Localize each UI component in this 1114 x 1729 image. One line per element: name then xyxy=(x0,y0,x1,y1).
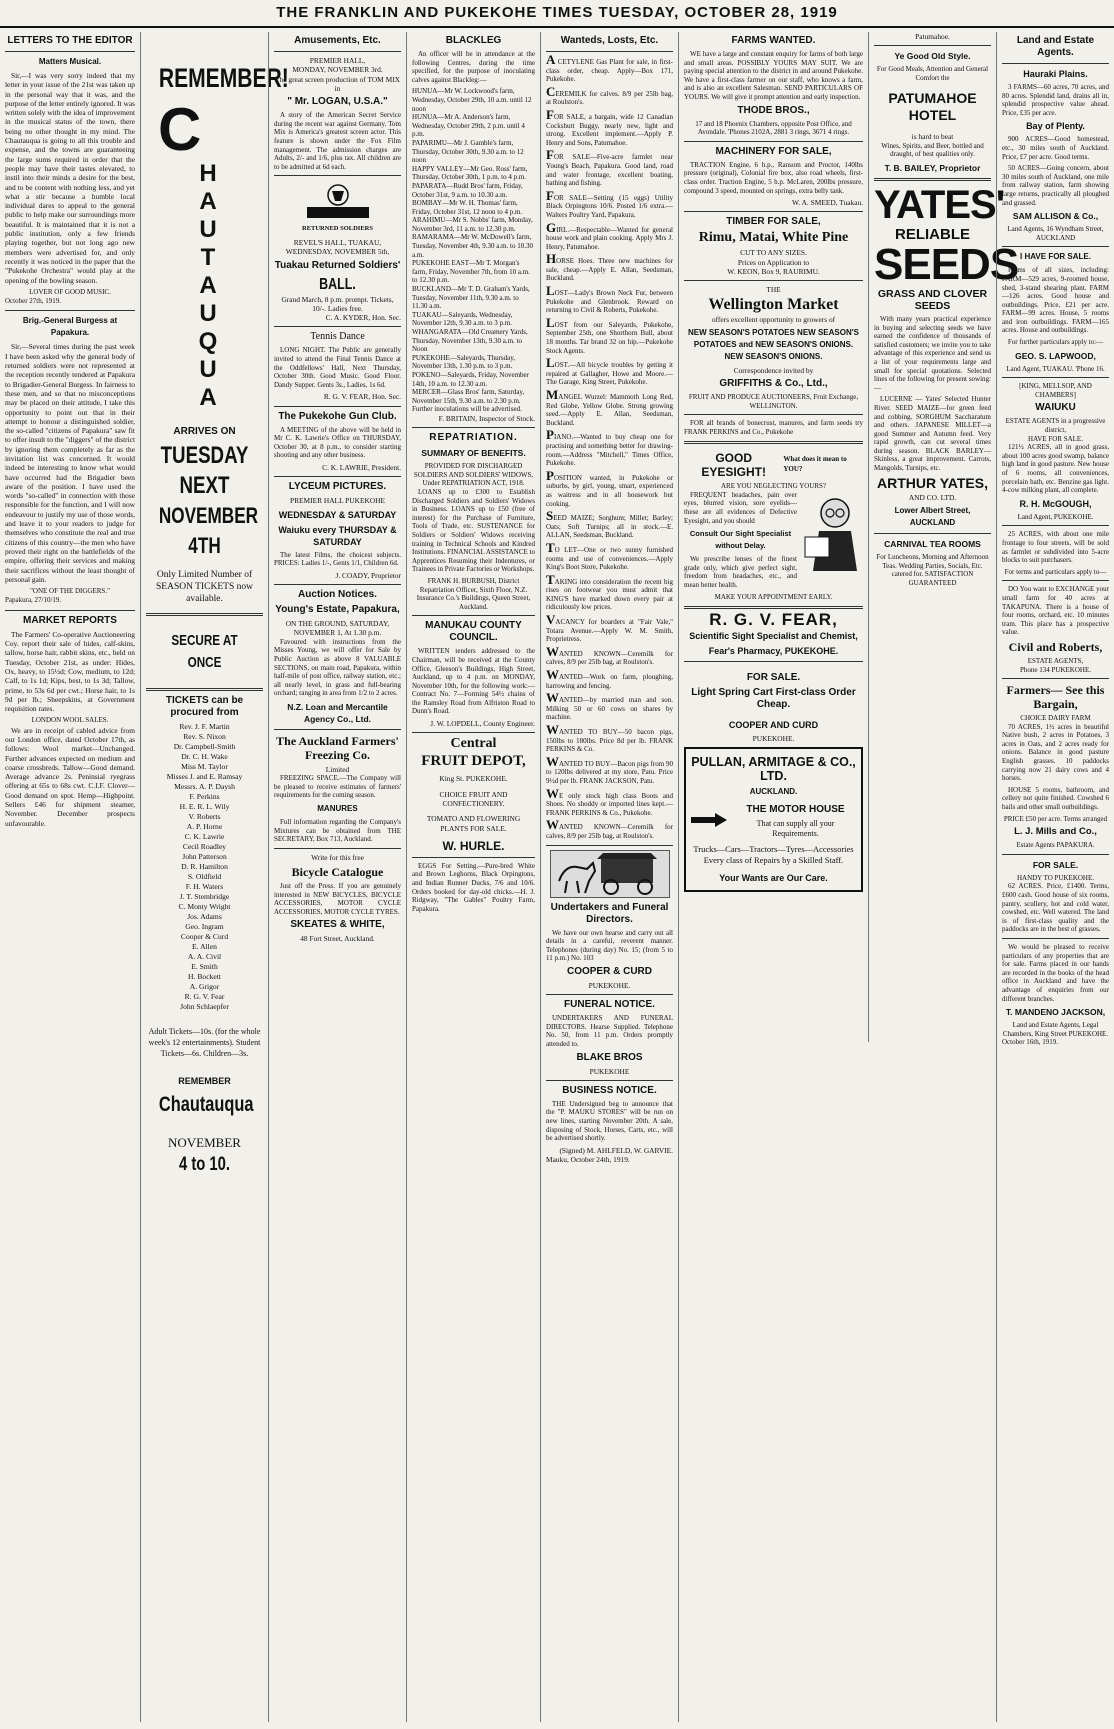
exchange-farm: DO You want to EXCHANGE your small farm for 40 acres at TAKAPUNA. There is a house of four rooms, orchard, etc. 10 minutes tram. This place has a prospective value. xyxy=(1002,585,1109,637)
sight-specialist: Scientific Sight Specialist and Chemist, xyxy=(689,630,858,641)
chaut-letter: U xyxy=(199,356,217,383)
season-tickets: Only Limited Number of SEASON TICKETS now available. xyxy=(156,570,253,604)
undertakers-text: We have our own hearse and carry out all details in a careful, reverent manner. Telephones (during day) No. 15; (from 5 to 11 p.m.) No. 103 xyxy=(546,928,673,963)
remember-heading: REMEMBER! xyxy=(158,63,289,93)
column-chautauqua xyxy=(140,32,289,1722)
films-prices: The latest Films, the choicest subjects. PRICES: Ladies 1/-, Gents 1/1, Children 6d. xyxy=(274,550,401,568)
chaut-letter: A xyxy=(199,188,217,215)
classified-ad: VACANCY for boarders at "Fair Vale," Totara Avenue.—Apply W. M. Smith, Proprietress. xyxy=(546,612,673,644)
wanteds-heading: Wanteds, Losts, Etc. xyxy=(560,35,659,46)
old-style: Ye Good Old Style. xyxy=(894,51,971,62)
classified-ad: A CETYLENE Gas Plant for sale, in first-class order, cheap. Apply—Box 171, Pukekohe. xyxy=(546,52,673,84)
coady-sig: J. COADY, Proprietor xyxy=(335,570,401,580)
lapwood: GEO. S. LAPWOOD, xyxy=(1015,350,1096,361)
agent-name: F. H. Waters xyxy=(185,882,224,891)
rsa-title: Tuakau Returned Soldiers' xyxy=(274,259,401,271)
great-production: The great screen production of TOM MIX in xyxy=(275,74,400,93)
skeates-white: SKEATES & WHITE, xyxy=(290,919,385,931)
correspondence: Correspondence invited by xyxy=(733,365,814,375)
make-appointment: MAKE YOUR APPOINTMENT EARLY. xyxy=(714,592,833,601)
fear-sig: R. G. V. FEAR, Hon. Sec. xyxy=(323,392,401,402)
chaut-letter: T xyxy=(200,244,216,271)
agent-name: A. A. Civil xyxy=(187,952,222,961)
arrives-on: ARRIVES ON xyxy=(173,426,236,437)
seed-lines: LUCERNE — Yates' Selected Hunter River. SEED MAIZE—for green feed and cobbing. SORGHUM Saccharatum and others. JAPANESE MILLET—a good Summer and Autumn feed. Very rapid growth, can cut several times during season. BLACK BARLEY—Skinless, a great improvement. Carrots, Mangolds, Turnips, etc. xyxy=(874,395,991,473)
chaut-letter-c: C xyxy=(158,96,202,163)
date-range: 4 to 10. xyxy=(178,1154,231,1175)
agent-name: A. Grigor xyxy=(189,982,220,991)
chaut-letter: U xyxy=(199,300,217,327)
grass-text: With many years practical experience in buying and selecting seeds we have earned the confidence of thousands of satisfied customers; we invite you to take advantage of this experience and send us a list of your requirements large and small for special quotations. Selected lines of the following for present sowing:— xyxy=(874,314,991,392)
film-title: " Mr. LOGAN, U.S.A." xyxy=(287,96,388,108)
classified-ad: WANTED TO BUY—50 bacon pigs, 150lbs to 180lbs. Price 8d per lb. FRANK PERKINS & Co. xyxy=(546,722,673,754)
undertakers-title: Undertakers and Funeral Directors. xyxy=(550,901,669,925)
albert-street: Lower Albert Street, AUCKLAND xyxy=(894,505,971,527)
classified-ad: LOST.—All bicycle troubles by getting it repaired at Gallagher, Howe and Moore.—The Garage, King Street, Pukekohe. xyxy=(546,355,673,387)
secure-at-once: SECURE AT ONCE xyxy=(171,632,238,671)
agent-name: C. Monty Wright xyxy=(178,902,231,911)
classified-ad: WE only stock high class Boots and Shoes. No shoddy or imported lines kept.—FRANK PERKINS & Co., Pukekohe. xyxy=(546,785,673,817)
jackson-date: October 16th, 1919. xyxy=(1002,1038,1058,1047)
consult-specialist: Consult Our Sight Specialist without Delay. xyxy=(689,529,792,551)
blake-bros: BLAKE BROS xyxy=(576,1051,643,1063)
house-rooms: HOUSE 5 rooms, bathroom, and cellery not quite finished. Cowshed 6 bails and other small outbuildings. xyxy=(1002,785,1109,812)
letter-signature: LOVER OF GOOD MUSIC. xyxy=(29,287,111,296)
business-signed: (Signed) M. AHLFELD, W. GARVIE. xyxy=(559,1145,673,1155)
rsa-badge-label: RETURNED SOLDIERS xyxy=(302,224,373,232)
hauraki-text: 3 FARMS—60 acres, 70 acres, and 80 acres. Splendid land, drains all in, splendid prospective value ahead. Price, £35 per acre. xyxy=(1002,83,1109,117)
manures-text: Full information regarding the Company's Mixtures can be obtained from THE SECRETARY, Box 713, Auckland. xyxy=(274,817,401,844)
blackleg-centre: BUCKLAND—Mr T. D. Graham's Yards, Tuesday, November 11th, 9.30 a.m. to 11.30 a.m. xyxy=(412,285,530,311)
cooper-town: PUKEKOHE. xyxy=(588,980,631,990)
good-meals: For Good Meals, Attention and General Comfort the xyxy=(876,65,989,82)
lapwood-address: Land Agent, TUAKAU. 'Phone 16. xyxy=(1006,364,1105,373)
agent-name: D. R. Hamilton xyxy=(181,862,228,871)
machinery-text: TRACTION Engine, 6 h.p., Ransom and Proctor, 140lbs pressure (original), Colonial fire box, also road wheels, first-class order. Traction Engine, 5 h.p. McLaren, 200lbs pressure, compound 3 speed, mounted on springs, extra belly tank. xyxy=(684,160,863,195)
burgess-subhead: Brig.-General Burgess at Papakura. xyxy=(22,316,118,338)
perkins-ad: FOR all brands of bonecrust, manures, and farm seeds try FRANK PERKINS and Co., Pukekohe xyxy=(684,419,863,436)
agent-name: H. E. R. L. Wily xyxy=(179,802,230,811)
agent-name: C. K. Lawrie xyxy=(184,832,225,841)
choice-dairy: CHOICE DAIRY FARM xyxy=(1020,714,1091,723)
november-label: NOVEMBER xyxy=(168,1135,241,1150)
funeral-heading: FUNERAL NOTICE. xyxy=(564,999,655,1011)
chautauqua-vertical xyxy=(158,96,258,412)
cooper-curd-2: COOPER AND CURD xyxy=(728,719,819,730)
eyesight-body xyxy=(684,491,863,593)
blackleg-centre: PUKEKOHE—Saleyards, Thursday, November 13th, 1.30 p.m. to 3 p.m. xyxy=(412,353,516,371)
classified-ad: TAKING into consideration the recent big rises on footwear you must admit that KING'S have marked down every pair at ridiculously low prices. xyxy=(546,571,673,612)
ball-title: BALL. xyxy=(319,275,356,293)
bicycle-text: Just off the Press. If you are genuinely interested in NEW BICYCLES, BICYCLE ACCESSORIES, MOTOR CYCLE ACCESSORIES, MOTOR CYCLE TYRES. xyxy=(274,882,401,916)
blackleg-centre: WHANGARATA—Old Creamery Yards, Thursday, November 13th, 9.30 a.m. to Noon xyxy=(412,328,528,354)
mcgough: R. H. McGOUGH, xyxy=(1019,498,1092,509)
hauraki-plains: Hauraki Plains. xyxy=(1023,69,1088,79)
agent-name: Rev. J. F. Martin xyxy=(179,722,230,731)
manukau-text: WRITTEN tenders addressed to the Chairman, will be received at the County Office, Gleeson's Buildings, High Street, Auckland, up to 4 p.m. on MONDAY, November 10th, for the following work:— Contract No. 7—Forming 54½ chains of the Ramsley Road from Alfriston Road to Dunn's Road. xyxy=(412,647,535,716)
classified-ad: LOST from our Saleyards, Pukekohe, September 25th, one Shorthorn Bull, about 18 months. Tar brand 32 on hip.—Pukekohe Stock Agents. xyxy=(546,314,673,355)
farmers-bargain: Farmers— See this Bargain, xyxy=(1006,683,1105,712)
motor-house: THE MOTOR HOUSE xyxy=(746,804,845,816)
tickets-from: TICKETS can be procured from xyxy=(165,695,244,718)
mcgough-town: Land Agent, PUKEKOHE. xyxy=(1017,512,1094,521)
business-heading: BUSINESS NOTICE. xyxy=(562,1084,657,1096)
i-have-for-sale: I HAVE FOR SALE. xyxy=(1020,252,1091,262)
waiuku-listing: 121½ ACRES, all in good grass, about 100 acres good swamp, balance high land in good pasture. New house of 6 rooms, all conveniences, porcelain bath, etc. Benzine gas light. 4-cow milking plant, all complete. xyxy=(1002,443,1109,495)
sam-address: Land Agents, 16 Wyndham Street, AUCKLAND xyxy=(1007,225,1104,242)
blackleg-centre: HAPPY VALLEY—Mr Geo. Ross' farm, Thursday, October 30th, 1 p.m. to 4 p.m. xyxy=(412,164,528,182)
ticket-agents-list xyxy=(146,722,263,1012)
eyesight-text xyxy=(684,491,797,593)
classified-ad: HORSE Hoes. Three new machines for sale, cheap.—Apply E. Allan, Seedsman, Buckland. xyxy=(546,251,673,283)
agent-name: Messrs. A. P. Daysh xyxy=(174,782,235,791)
agent-name: J. T. Stembridge xyxy=(179,892,230,901)
waiuku-days: Waiuku every THURSDAY & SATURDAY xyxy=(278,524,397,547)
agent-name: E. Smith xyxy=(191,962,218,971)
young-estate: Young's Estate, Papakura, xyxy=(275,604,400,616)
manures-title: MANURES xyxy=(317,803,358,813)
classified-ad: TO LET—One or two sunny furnished rooms and use of conveniences.—Apply King's Boot Store, Pukekohe. xyxy=(546,539,673,572)
letter-date: October 27th, 1919. xyxy=(5,297,61,306)
ticket-prices: Adult Tickets—10s. (for the whole week's 12 entertainments). Student Tickets—6s. Children—3s. xyxy=(148,1027,261,1058)
classified-ad: WANTED—Work on farm, ploughing, harrowing and fencing. xyxy=(546,667,673,690)
man-reading-icon xyxy=(801,491,863,573)
classified-ad: CEREMILK for calves. 8/9 per 25lb bag, at Roulston's. xyxy=(546,83,673,107)
timber-heading: TIMBER FOR SALE, xyxy=(726,216,821,228)
classified-ad: FOR SALE, a bargain, wide 12 Canadian Cockshutt Buggy, nearly new, light and strong. Excellent implement.—Apply P. Henry and Sons, Patumahoe. xyxy=(546,106,673,147)
thode-bros: THODE BROS., xyxy=(737,104,810,116)
choice-fruit: CHOICE FRUIT AND CONFECTIONERY. xyxy=(439,789,508,808)
market-report: The Farmers' Co-operative Auctioneering Coy. report their sale of hides, calf-skins, tallow, horse hair, rabbit skins, etc., held on Tuesday, October 21st, as under: Hides, Ox, heavy, to 15½d; Cow, medium, to 12d; Calf, to 1s 1d; Kips, best, to 1s 3d; Tallow, prime, to 53s 6d per cwt.; Horse hair, to 1s 9d per lb.; Sheepskins, at Government requisition rates. xyxy=(5,629,135,714)
blackleg-heading: BLACKLEG xyxy=(445,35,502,46)
yates-title: YATES' xyxy=(874,182,1005,227)
classified-ad: WANTED KNOWN—Ceremilk for calves, 8/9 per 25lb bag, at Roulston's. xyxy=(546,817,673,840)
prescribe-lenses: We prescribe lenses of the finest grade only, which give perfect sight, freedom from headaches, etc., and mean better health. xyxy=(684,555,797,590)
agent-name: Jos. Adams xyxy=(187,912,222,921)
seventy-acres: 70 ACRES, 1½ acres in beautiful Native bush, 2 acres in Potatoes, 3 acres in Oats, and 2 acres ready for onions. Balance in good pasture English grasses. 10 paddocks carrying now 21 dairy cows and 4 horses. xyxy=(1002,722,1109,783)
farms-list: Farms of all sizes, including: FARM—529 acres, 9-roomed house, shed, 3-stand shearing plant. FARM—126 acres. Good house and outbuildings. Price, £21 per acre. FARM—99 acres. House, 5 rooms and iron outbuildings. FARM—165 acres. House and outbuildings. xyxy=(1002,266,1109,335)
hard-to-beat: is hard to beat xyxy=(911,132,954,142)
amusements-heading: Amusements, Etc. xyxy=(294,35,381,46)
chaut-letter: A xyxy=(199,272,217,299)
agent-name: John Patterson xyxy=(182,852,227,861)
chaut-letter: H xyxy=(199,160,217,187)
tuesday-next: TUESDAY NEXT xyxy=(160,442,249,499)
wants-care: Your Wants are Our Care. xyxy=(719,872,828,883)
repatriation-heading: REPATRIATION. xyxy=(429,432,518,444)
young-text: Favoured with instructions from the Misses Young, we will offer for Sale by Public Auction as above 8 VALUABLE SECTIONS, on main road, Papakura, within half-mile of post office, railway station, etc.; all nearly level, in grass and full-bearing orchard; ranging in area from 1/2 to 2 acres. xyxy=(274,637,401,698)
classified-ad: FOR SALE—Setting (15 eggs) Utility Black Orpingtons 10/6. Posted 1/6 extra.—Walters Poultry Yard, Papakura. xyxy=(546,187,673,219)
blackleg-centre: HUNUA—Mr W. Lockwood's farm, Wednesday, October 29th, 10 a.m. until 12 noon xyxy=(412,87,532,113)
new-season-produce: NEW SEASON'S POTATOES NEW SEASON'S POTATOES and NEW SEASON'S ONIONS. NEW SEASON'S ONIONS. xyxy=(688,327,859,361)
eggs-ad: EGGS For Setting.—Pure-bred White and Brown Leghorns, Black Orpingtons, and Indian Runner Ducks, 7/6 and 10/6. Orders booked for day-old chicks.—H. J. Ridgway, "The Gables" Poultry Farm, Papakura. xyxy=(412,861,535,913)
agent-name: H. Bockett xyxy=(188,972,221,981)
agent-name: V. Roberts xyxy=(188,812,221,821)
monday-date: MONDAY, NOVEMBER 3rd. xyxy=(292,65,383,75)
column-letters xyxy=(0,32,140,1722)
farms-wanted: FARMS WANTED. xyxy=(731,35,816,46)
rsa-badge-icon xyxy=(305,181,371,221)
machinery-heading: MACHINERY FOR SALE, xyxy=(715,145,832,157)
fruit-depot: FRUIT DEPOT, xyxy=(421,753,526,770)
thode-address: 17 and 18 Phoenix Chambers, opposite Post Office, and Avondale. 'Phones 2102A, 2881 3 rings, 3671 4 rings. xyxy=(695,119,852,137)
diggers-date: Papakura, 27/10/19. xyxy=(5,596,62,605)
business-text: THE Undersigned beg to announce that the "P. MAUKU STORES" will be run on new lines, starting November 20th. A sale, disposing of Stock, Horses, Carts, etc., will be advertised shortly. xyxy=(546,1099,673,1143)
wool-report: We are in receipt of cabled advice from our London office, dated October 17th, as follows: Wool market—Unchanged. Further advances expected on medium and coarse crossbreds. Tallow—Good demand. Average advance 2s. Peninsial ryegrass offering at 65s to 68s cwt. C.I.F. Clover—Good demand on spot. Hemp—Highpoint. Sellers £46 for shipment steamer, November. December prospects unfavourable. xyxy=(5,725,135,828)
pointing-hand-icon xyxy=(689,811,729,829)
wellington-the: THE xyxy=(766,285,781,295)
column-amusements xyxy=(268,32,406,1722)
premier-hall: PREMIER HALL, xyxy=(309,56,366,65)
column-wanteds xyxy=(540,32,678,1722)
agent-name: Miss M. Taylor xyxy=(181,762,228,771)
classified-ad: SEED MAIZE; Sorghum; Millet; Barley; Oats; Soft Turnips; all in stock.—E. ALLAN, Seedsman, Buckland. xyxy=(546,508,673,540)
rgv-fear: R. G. V. FEAR, xyxy=(709,609,838,629)
wed-sat: WEDNESDAY & SATURDAY xyxy=(278,509,397,520)
mauku-date: Mauku, October 24th, 1919. xyxy=(546,1155,630,1165)
agent-name: E. Allen xyxy=(192,942,217,951)
hearse-icon xyxy=(551,851,669,897)
blackleg-centre: PAPARATA—Rudd Bros' farm, Friday, October 31st, 9 a.m. to 10.30 a.m. xyxy=(412,181,523,199)
agent-name: Geo. Ingram xyxy=(185,922,224,931)
fears-pharmacy: Fear's Pharmacy, PUKEKOHE. xyxy=(708,645,839,656)
grass-clover: GRASS AND CLOVER SEEDS xyxy=(877,287,988,312)
masthead: THE FRANKLIN AND PUKEKOHE TIMES TUESDAY, OCTOBER 28, 1919 xyxy=(0,0,1114,28)
seeds-title: SEEDS xyxy=(874,239,1019,289)
griffiths-address: FRUIT AND PRODUCE AUCTIONEERS, Fruit Exchange, WELLINGTON. xyxy=(688,393,859,410)
for-sale-heading: FOR SALE. xyxy=(1032,859,1079,870)
auction-heading: Auction Notices. xyxy=(298,589,377,601)
further-inoculations: Further inoculations will be advertised. xyxy=(412,405,522,414)
pleased-receive: We would be pleased to receive particulars of any properties that are for sale. Farms placed in our hands are recorded in the books of the head office in Auckland and have the advantage of enquiries from our different branches. xyxy=(1002,942,1109,1003)
waiuku-heading: WAIUKU xyxy=(1035,402,1076,414)
blackleg-centre: RAMARAMA—Mr W. McDowell's farm, Tuesday, November 4th, 9.30 a.m. to 10.30 a.m. xyxy=(412,233,533,259)
frequent-headaches: FREQUENT headaches, pain over eyes, blurred vision, sore eyelids—these are all evidences of Defective Eyesight, and you should xyxy=(684,490,797,525)
timber-keon: W. KEON, Box 9, RAURIMU. xyxy=(727,267,820,277)
blackleg-centre: PUKEKOHE EAST—Mr T. Morgan's farm, Friday, November 7th, from 10 a.m. to 12.30 p.m. xyxy=(412,259,530,285)
agent-name: Rev. S. Nixon xyxy=(183,732,226,741)
agent-name: S. Oldfield xyxy=(187,872,222,881)
blackleg-centre: PAPARIMU—Mr J. Gamble's farm, Thursday, October 30th, 9.30 a.m. to 12 noon xyxy=(412,138,524,165)
mandeno-jackson: T. MANDENO JACKSON, xyxy=(1005,1007,1106,1018)
write-free: Write for this free xyxy=(311,852,364,862)
neglecting: ARE YOU NEGLECTING YOURS? xyxy=(720,481,827,490)
market-heading: MARKET REPORTS xyxy=(23,614,117,626)
chaut-letter: U xyxy=(199,216,217,243)
king-st: King St. PUKEKOHE. xyxy=(439,774,508,784)
column-farms xyxy=(678,32,868,1722)
premier-hall-2: PREMIER HALL PUKEKOHE xyxy=(290,496,385,506)
gun-club-text: A MEETING of the above will be held in Mr C. K. Lawrie's Office on THURSDAY, October 30, at 8 p.m., to consider starting shooting and any other business. xyxy=(274,425,401,460)
classified-ad: MANGEL Wurzel: Mammoth Long Red, Red Globe, Yellow Globe. Strong growing seed.—Apply E. Allan, Seedsman, Buckland. xyxy=(546,387,673,427)
classified-ad: WANTED—by married man and son. Milking 50 or 60 cows on shares by machine. xyxy=(546,690,673,722)
musical-subhead: Matters Musical. xyxy=(38,57,102,66)
classified-ad: POSITION wanted, in Pukekohe or suburbs, by girl, young, smart, experienced as waitress and in all housework but cooking. xyxy=(546,467,673,508)
timber-types: Rimu, Matai, White Pine xyxy=(698,230,849,246)
bicycle-catalogue: Bicycle Catalogue xyxy=(291,865,384,880)
summary-benefits: SUMMARY OF BENEFITS. xyxy=(421,448,526,459)
blackleg-centre: POKENO—Saleyards, Friday, November 14th, 10 a.m. to 12.30 a.m. xyxy=(412,370,529,388)
mills-co: L. J. Mills and Co., xyxy=(1014,826,1097,838)
grand-march: Grand March, 8 p.m. prompt. Tickets, 10/-. Ladies free. xyxy=(281,294,394,313)
jackson-address: Land and Estate Agents, Legal Chambers, King Street PUKEKOHE. xyxy=(1002,1021,1109,1038)
price-terms: PRICE £50 per acre. Terms arranged xyxy=(1003,814,1108,823)
reliable-label: RELIABLE xyxy=(895,225,970,243)
have-for-sale: HAVE FOR SALE. xyxy=(1028,434,1083,443)
lopdell-sig: J. W. LOPDELL, County Engineer. xyxy=(430,719,535,729)
lawrie-sig: C. K. LAWRIE, President. xyxy=(322,463,401,473)
on-ground: ON THE GROUND, SATURDAY, NOVEMBER 1, At 1.30 p.m. xyxy=(285,619,390,638)
plenty-text: 900 ACRES—Good homestead, etc., 30 miles south of Auckland. Price, £7 per acre. Good terms. xyxy=(1002,135,1109,161)
tennis-title: Tennis Dance xyxy=(310,331,365,343)
timber-prices: Prices on Application to xyxy=(737,257,810,267)
rsa-badge xyxy=(274,181,401,233)
civil-phone: Phone 134 PUKEKOHE. xyxy=(1020,665,1091,674)
lyceum-title: LYCEUM PICTURES. xyxy=(288,481,387,493)
what-mean: What does it mean to YOU? xyxy=(783,455,847,473)
nz-loan: N.Z. Loan and Mercantile Agency Co., Ltd. xyxy=(287,701,388,724)
central-label: Central xyxy=(450,736,497,752)
carnival-tea: CARNIVAL TEA ROOMS xyxy=(884,538,981,549)
agent-name: Cecil Roadley xyxy=(182,842,227,851)
classified-ad: FOR SALE—Five-acre farmlet near Young's Beach, Papakura. Good land, road and water frontage, excellent boating, bathing and fishing. xyxy=(546,147,673,188)
column-blackleg xyxy=(406,32,540,1722)
cooper-curd: COOPER & CURD xyxy=(566,965,652,977)
letter-musical: Sir,—I was very sorry indeed that my letter in your issue of the 21st was taken up in the personal way that it was, and the purpose of the letter entirely ignored. It was written solely with the idea of improvement in the musical status of the town, there being no other thought in my mind. The Chautauqua is going to all this trouble and expense, and the towns are guaranteeing the large sums required in order that the people may have their tastes elevated, to instil into their minds a desire for the best, and to be content with nothing less, and yet what a stir because a humble local individual dares to appeal to the general public to help make our surroundings more beautiful. It is maintained that it is not a public institution, only a few friends playing together, but not long ago new members were advertised for, and only recently it was noticed in the paper that the "Pukekohe Orchestra" would play at the opening of the bowling season. xyxy=(5,71,135,285)
bay-of-plenty: Bay of Plenty. xyxy=(1026,121,1085,132)
sam-allison: SAM ALLISON & Co., xyxy=(1012,211,1099,222)
classified-ad: PIANO.—Wanted to buy cheap one for practising and something better for drawing-room.—Address "Mitchell," Times Office, Pukekohe. xyxy=(546,427,673,468)
blake-town: PUKEKOHE xyxy=(589,1066,630,1076)
classified-ad: WANTED TO BUY—Bacon pigs from 90 to 120lbs delivered at my store, Patu. Price 9½d per lb. FRANK JACKSON, Patu. xyxy=(546,753,673,785)
fifty-acres: 50 ACRES—Going concern, about 30 miles south of Auckland, one mile from railway station, farm showing large returns, practically all ploughed and grassed. xyxy=(1002,164,1109,207)
wool-subhead: LONDON WOOL SALES. xyxy=(31,716,109,725)
trucks-cars: Trucks—Cars—Tractors—Tyres—Accessories Every class of Repairs by a Skilled Staff. xyxy=(693,843,854,865)
gun-club-title: The Pukekohe Gun Club. xyxy=(278,410,397,422)
film-description: A story of the American Secret Service during the recent war against Germany. Tom Mix is America's greatest screen actor. This feature is shown under the Fox Film management. The admission charges are Adults, 2/- and 1/6, plus tax. All children are to be admitted at 6d each. xyxy=(274,111,401,171)
griffiths: GRIFFITHS & Co., Ltd., xyxy=(719,378,828,390)
good-eyesight: GOOD EYESIGHT! xyxy=(701,450,767,479)
civil-agents: ESTATE AGENTS, xyxy=(1027,656,1084,665)
diggers-signature: "ONE OF THE DIGGERS." xyxy=(30,587,110,596)
cooper-town-2: PUKEKOHE. xyxy=(752,733,795,743)
agent-name: A. P. Horne xyxy=(186,822,223,831)
agent-name: F. Perkins xyxy=(189,792,220,801)
pullan-ad xyxy=(684,747,863,892)
agent-name: R. G. V. Fear xyxy=(184,992,225,1001)
wines-spirits: Wines, Spirits, and Beer, bottled and draught, of best qualities only. xyxy=(881,141,984,159)
blackleg-centre: TUAKAU—Saleyards, Wednesday, November 12th, 9.30 a.m. to 3 p.m. xyxy=(412,310,513,328)
chaut-letter: A xyxy=(199,384,217,411)
estate-agents: ESTATE AGENTS in a progressive district, xyxy=(1005,417,1106,435)
remember-small: REMEMBER xyxy=(178,1076,231,1086)
repatriation-text: LOANS up to £300 to Establish Discharged Soldiers and Soldiers' Widows in Business. LOANS up to £50 (free of interest) for the Purchase of Furniture, Tools of Trade, etc. SUSTENANCE for Soldiers or Soldiers' Widows receiving training in Technical Schools and Kindred Institutions. FINANCIAL ASSISTANCE to Apprentices Resuming their Indentures, or Trainees in Private Factories or Workshops. xyxy=(412,488,535,574)
king-mellsop: [KING, MELLSOP, AND CHAMBERS] xyxy=(1019,382,1092,399)
wellington-market: Wellington Market xyxy=(708,295,839,313)
yates-co: AND CO. LTD. xyxy=(908,492,957,502)
mills-address: Estate Agents PAPAKURA. xyxy=(1016,841,1095,850)
carnival-text: For Luncheons, Morning and Afternoon Teas. Wedding Parties, Socials, Etc. catered for. SATISFACTION GUARANTEED xyxy=(876,552,989,587)
agent-name: Dr. C. H. Wake xyxy=(181,752,228,761)
civil-roberts: Civil and Roberts, xyxy=(1008,639,1103,654)
pullan-auckland: AUCKLAND. xyxy=(749,787,798,797)
pullan-armitage: PULLAN, ARMITAGE & CO., LTD. xyxy=(691,755,856,784)
eyesight-header xyxy=(684,448,863,482)
column-patumahoe xyxy=(868,32,1019,1042)
blackleg-intro: An officer will be in attendance at the following Centres, during the time specified, for the purpose of inoculating calves against Blackleg:— xyxy=(412,50,535,84)
twenty-five-acres: 25 ACRES, with about one mile frontage to four streets, will be sold as farmlet or subdivided into 5-acre blocks to suit purchasers. xyxy=(1002,530,1109,565)
fort-street: 48 Fort Street, Auckland. xyxy=(300,934,375,944)
patumahoe-hotel: PATUMAHOE HOTEL xyxy=(888,90,977,124)
smeed-sig: W. A. SMEED, Tuakau. xyxy=(792,198,863,208)
provided-for: PROVIDED FOR DISCHARGED SOLDIERS AND SOLDIERS' WIDOWS, Under REPATRIATION ACT, 1918. xyxy=(413,462,534,488)
kyder-sig: C. A. KYDER, Hon. Sec. xyxy=(325,313,401,323)
letter-burgess: Sir,—Several times during the past week I have been asked why the general body of returned soldiers were not represented at the reception recently tendered at Papakura to Brigadier-General Burgess. In fairness to these men, and so that no misconceptions may be placed on their attitude, I take this opportunity to point out that in their attempt to honour a distinguished soldier, the so-called "citizens of Papakura" saw fit to offer insult to the "diggers" of the district by ignoring them completely as far as the invitation list was concerned. It would indeed be interesting to know what would have occurred had the Brigadier been aware of the position. I have used the words "so-called" in connection with those responsible for the function, and I will now endeavour to justify my use of those words, and leave it to your readers to judge for themselves who constitute the real and true citizens of this country—the men who have proved their right on the battlefields of the empire, offering their services and making their sacrifices without the least thought of personal gain. xyxy=(5,342,135,584)
handy-pukekohe: HANDY TO PUKEKOHE. xyxy=(1016,873,1095,882)
blackleg-centre: ARAHIMU—Mr S. Nobbs' farm, Monday, November 3rd, 11 a.m. to 12.30 p.m. xyxy=(412,216,533,233)
letters-heading: LETTERS TO THE EDITOR xyxy=(7,35,133,46)
column-land-agents xyxy=(996,32,1114,1722)
britain-sig: F. BRITAIN, Inspector of Stock. xyxy=(438,413,535,423)
for-sale-cart: FOR SALE. xyxy=(746,671,801,683)
burbush-sig: FRANK H. BURBUSH, District Repatriation Officer, Sixth Floor, N.Z. Insurance Co.'s Buildings, Queen Street, Auckland. xyxy=(416,576,531,611)
november-4th: NOVEMBER 4TH xyxy=(158,503,259,558)
chaut-letter: Q xyxy=(198,328,218,355)
blackleg-centre: BOMBAY—Mr W. H. Thomas' farm, Friday, October 31st, 12 noon to 4 p.m. xyxy=(412,199,523,216)
further-particulars: For further particulars apply to:— xyxy=(1007,338,1104,347)
hurle-sig: W. HURLE. xyxy=(442,838,505,853)
classified-ad: LOST—Lady's Brown Neck Fur, between Pukekohe and Glenbrook. Reward on returning to Civil & Roberts, Pukekohe. xyxy=(546,283,673,315)
freezing-text: FREEZING SPACE.—The Company will be pleased to receive estimates of farmers' requirements for the coming season. xyxy=(274,774,401,800)
wellington-offers: offers excellent opportunity to growers of xyxy=(711,314,836,324)
motor-house-row xyxy=(689,801,858,838)
tennis-text: LONG NIGHT. The Public are generally invited to attend the Final Tennis Dance at the Oddfellows' Hall, Next Thursday, October 30th. Good Music. Good Floor. Dandy Supper. Gents 3s., Ladies, 1s 6d. xyxy=(274,346,401,389)
hearse-illustration xyxy=(550,850,670,898)
freezing-limited: Limited xyxy=(325,764,350,774)
revels-hall: REVEL'S HALL, TUAKAU, WEDNESDAY, NOVEMBER 5th, xyxy=(285,237,390,257)
agent-name: Cooper & Curd xyxy=(180,932,229,941)
terms-apply: For terms and particulars apply to— xyxy=(1004,567,1107,576)
land-agents-heading: Land and Estate Agents. xyxy=(1016,35,1095,58)
agent-name: Dr. Campbell-Smith xyxy=(173,742,236,751)
freezing-co: The Auckland Farmers' Freezing Co. xyxy=(276,733,399,762)
classified-ad: GIRL.—Respectable—Wanted for general house work and plain cooking. Apply Mrs J. Henry, Patumahoe. xyxy=(546,219,673,251)
arthur-yates: ARTHUR YATES, xyxy=(877,474,988,491)
funeral-text: UNDERTAKERS AND FUNERAL DIRECTORS. Hearse Supplied. Telephone No. 50, from 11 p.m. Orders promptly attended to. xyxy=(546,1014,673,1048)
farms-text: WE have a large and constant enquiry for farms of both large and small areas. POSSIBLY YOURS MAY SUIT. We are paying special attention to the district in and around Pukekohe. We have a first-class farmer on our staff, who knows a farm, and is also an excellent Salesman. SEND PARTICULARS OF YOURS. We will give it prompt attention and early inspection. xyxy=(684,50,863,101)
manukau-heading: MANUKAU COUNTY COUNCIL. xyxy=(425,620,522,644)
classified-ad: WANTED KNOWN—Ceremilk for calves, 8/9 per 25lb bag, at Roulston's. xyxy=(546,643,673,667)
patumahoe-label: Patumahoe. xyxy=(915,32,950,41)
motor-requirements: That can supply all your Requirements. xyxy=(756,819,835,838)
light-spring-cart: Light Spring Cart First-class Order Cheap. xyxy=(691,686,856,710)
agent-name: Misses J. and E. Ramsay xyxy=(166,772,243,781)
tomato-plants: TOMATO AND FLOWERING PLANTS FOR SALE. xyxy=(426,814,521,833)
agent-name: John Schlaepfer xyxy=(180,1002,229,1011)
chautauqua-title: Chautauqua xyxy=(158,1093,254,1116)
blackleg-centre: MERCER—Glass Bros' farm, Saturday, November 15th, 9.30 a.m. to 2.30 p.m. xyxy=(412,388,525,405)
timber-cut: CUT TO ANY SIZES. xyxy=(740,248,807,258)
sixty-two-acres: 62 ACRES. Price, £1400. Terms, £600 cash. Good house of six rooms, pantry, scullery, hot and cold water, cowshed, etc. Well watered. The land is of first-class quality and the paddocks are in the best of grasses. xyxy=(1002,882,1109,934)
bailey-proprietor: T. B. BAILEY, Proprietor xyxy=(884,162,981,173)
blackleg-centre: HUNUA—Mr A. Anderson's farm, Wednesday, October 29th, 2 p.m. until 4 p.m. xyxy=(412,113,525,139)
motor-house-text xyxy=(733,801,858,838)
